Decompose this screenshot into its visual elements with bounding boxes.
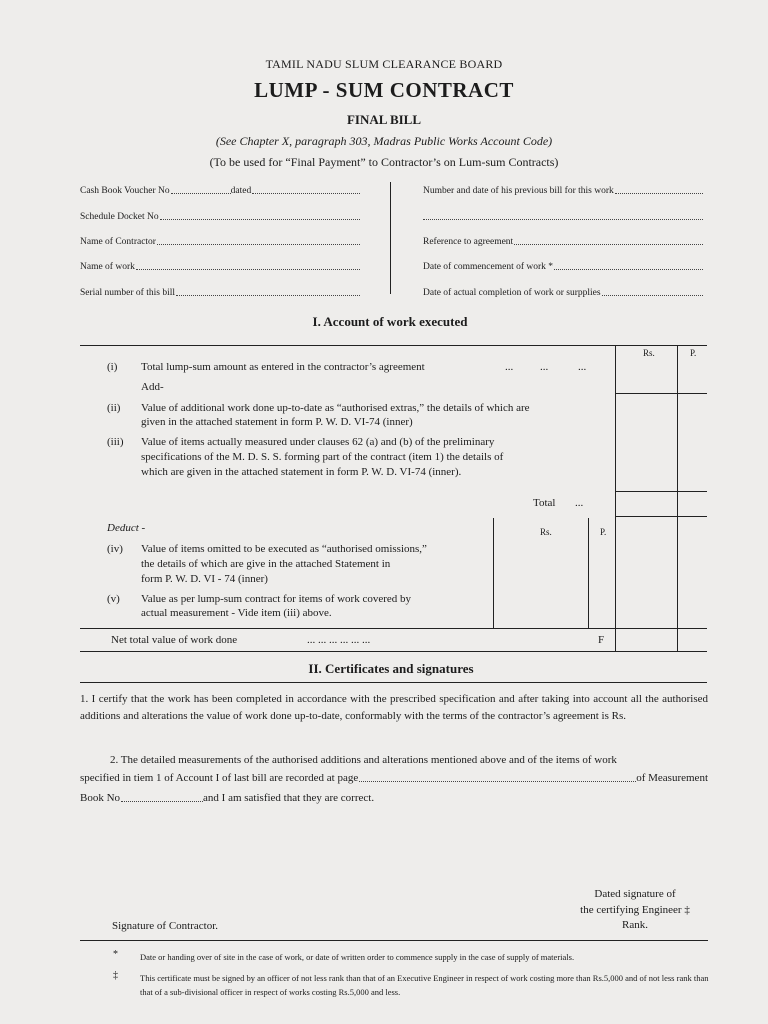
item-i-text: Total lump-sum amount as entered in the contractor’s agreement xyxy=(141,361,425,373)
field-label: Date of actual completion of work or surpplies xyxy=(423,288,601,298)
net-total-dots: ... ... ... ... ... ... xyxy=(307,634,371,646)
col-header-rs: Rs. xyxy=(643,348,655,358)
field-label: Cash Book Voucher No xyxy=(80,186,170,196)
section-certificates-rule xyxy=(80,682,707,683)
total-dots: ... xyxy=(575,497,584,509)
section-account-title: I. Account of work executed xyxy=(312,314,468,329)
field-label: Name of Contractor xyxy=(80,237,156,247)
item-ii-line-2: given in the attached statement in form P. W. D. VI-74 (inner) xyxy=(141,416,413,428)
item-v-line-1: Value as per lump-sum contract for items of work covered by xyxy=(141,593,412,605)
table-top-rule xyxy=(80,345,707,346)
field-schedule-docket[interactable] xyxy=(80,210,360,222)
certificate-2-line-3[interactable] xyxy=(80,792,400,804)
item-i-dots-1: ... xyxy=(505,361,514,373)
board-name: TAMIL NADU SLUM CLEARANCE BOARD xyxy=(265,57,503,71)
field-completion-date[interactable] xyxy=(423,286,703,298)
section-certificates-title: II. Certificates and signatures xyxy=(308,661,474,676)
item-iv-number: (iv) xyxy=(107,543,123,555)
net-total-mark: F xyxy=(598,634,605,646)
item-iii-line-2: specifications of the M. D. S. S. forming part of the contract (item 1) the details of xyxy=(141,451,504,463)
field-label: Reference to agreement xyxy=(423,237,514,247)
field-previous-bill-cont[interactable] xyxy=(423,210,703,222)
deduct-col-rule-rs xyxy=(493,518,494,628)
footnote-1-symbol: * xyxy=(113,949,118,960)
code-reference: (See Chapter X, paragraph 303, Madras Public Works Account Code) xyxy=(215,134,553,148)
item-iii-line-3: which are given in the attached statement in form P. W. D. VI-74 (inner). xyxy=(141,466,462,478)
item-iii-number: (iii) xyxy=(107,436,124,448)
footnote-1-text: Date or handing over of site in the case of work, or date of written order to commence supply in the case of supply of materials. xyxy=(140,952,575,962)
engineer-rank-label: Rank. xyxy=(622,919,648,931)
total-label: Total xyxy=(533,497,556,509)
footnote-2-symbol: ‡ xyxy=(113,970,118,981)
net-total-label: Net total value of work done xyxy=(111,634,238,646)
form-subtitle: FINAL BILL xyxy=(346,112,422,127)
item-iv-line-3: form P. W. D. VI - 74 (inner) xyxy=(141,573,268,585)
field-label: Date of commencement of work * xyxy=(423,262,554,272)
deduct-label: Deduct - xyxy=(107,522,146,534)
field-contractor-name[interactable] xyxy=(80,235,360,247)
field-label: Serial number of this bill xyxy=(80,288,175,298)
item-iv-line-2: the details of which are give in the attached Statement in xyxy=(141,558,391,570)
deduct-col-header-p: P. xyxy=(600,527,607,537)
field-label: Schedule Docket No xyxy=(80,212,159,222)
table-col-rule-rs xyxy=(615,345,616,651)
table-total-rule-lower xyxy=(615,516,707,517)
engineer-signature-label-1: Dated signature of xyxy=(594,888,676,900)
cert2-book-label: Book No xyxy=(80,792,121,804)
cert2-satisfied-text: and I am satisfied that they are correct. xyxy=(203,792,375,804)
cert2-page-label: specified in tiem 1 of Account I of last bill are recorded at page xyxy=(80,772,359,784)
add-label: Add- xyxy=(141,381,164,393)
field-label: Name of work xyxy=(80,262,135,272)
certificate-2-line-1: 2. The detailed measurements of the authorised additions and alterations mentioned above and of the items of work xyxy=(110,754,617,766)
form-title: LUMP - SUM CONTRACT xyxy=(254,78,514,102)
certificate-1: 1. I certify that the work has been completed in accordance with the prescribed specification and after taking into account all the authorised additions and alterations the value of work done up-to-date, conformably with the terms of the contractor’s agreement is Rs. xyxy=(80,693,708,722)
item-i-dots-3: ... xyxy=(578,361,587,373)
field-commencement-date[interactable] xyxy=(423,260,703,272)
field-cash-book-voucher[interactable] xyxy=(80,184,360,196)
field-work-name[interactable] xyxy=(80,260,360,272)
deduct-col-rule-p xyxy=(588,518,589,628)
item-i-dots-2: ... xyxy=(540,361,549,373)
engineer-signature-label-2: the certifying Engineer ‡ xyxy=(580,904,690,916)
net-total-bottom-rule xyxy=(80,651,707,652)
deduct-col-header-rs: Rs. xyxy=(540,527,552,537)
field-previous-bill[interactable] xyxy=(423,184,703,196)
table-total-rule xyxy=(615,491,707,492)
item-ii-line-1: Value of additional work done up-to-date as “authorised extras,” the details of which are xyxy=(141,402,530,414)
header-divider xyxy=(390,182,391,294)
item-ii-number: (ii) xyxy=(107,402,121,414)
field-label: Number and date of his previous bill for this work xyxy=(423,186,614,196)
table-col-rule-p xyxy=(677,345,678,651)
net-total-top-rule xyxy=(80,628,707,629)
field-agreement-reference[interactable] xyxy=(423,235,703,247)
item-v-line-2: actual measurement - Vide item (iii) above. xyxy=(141,607,332,619)
item-i-number: (i) xyxy=(107,361,118,373)
field-bill-serial[interactable] xyxy=(80,286,360,298)
table-subtotal-rule xyxy=(615,393,707,394)
certificate-2-line-2[interactable] xyxy=(80,772,708,784)
item-iv-line-1: Value of items omitted to be executed as “authorised omissions,” xyxy=(141,543,427,555)
field-dated-label: dated xyxy=(230,186,252,196)
footnote-2-text: This certificate must be signed by an officer of not less rank than that of an Executive Engineer in respect of work costing more than Rs.5,000 and of not less rank than that of a sub-divisional officer in respect of works costing Rs.5,000 and less. xyxy=(140,973,709,997)
item-iii-line-1: Value of items actually measured under clauses 62 (a) and (b) of the preliminary xyxy=(141,436,495,448)
col-header-p: P. xyxy=(690,348,697,358)
contractor-signature-label: Signature of Contractor. xyxy=(112,920,219,932)
usage-note: (To be used for “Final Payment” to Contractor’s on Lum-sum Contracts) xyxy=(209,155,559,169)
cert2-measurement-label: of Measurement xyxy=(636,772,708,784)
item-v-number: (v) xyxy=(107,593,120,605)
footnote-rule xyxy=(80,940,708,941)
